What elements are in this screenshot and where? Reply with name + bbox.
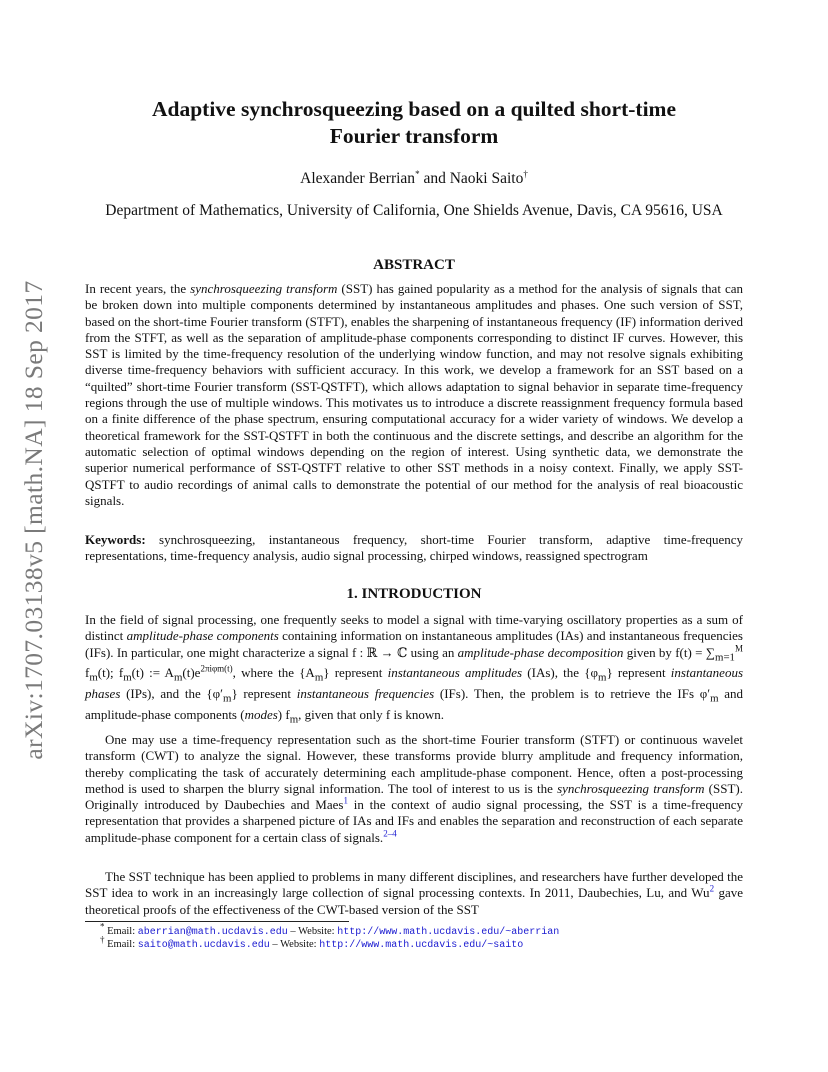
text: (IFs). Then, the problem is to retrieve the IFs φ′ (434, 686, 711, 702)
author-1: Alexander Berrian (300, 170, 416, 187)
math-sub: m (314, 672, 324, 685)
arxiv-sidebar-stamp (14, 270, 54, 770)
abstract-body (85, 281, 743, 509)
math: (t); f (97, 665, 124, 681)
term: instantaneous amplitudes (387, 665, 523, 681)
text: (IAs), the {φ (522, 665, 599, 681)
abstract-text: (SST) has gained popularity as a method for the analysis of signals that can be broken down into multiple components determined by instantaneous amplitudes and phases. One such version of SST, based on the short-time Fourier transform (STFT), enables the sharpening of instantaneous frequency (IF) information derived from the STFT, as well as the separation of amplitude-phase components corresponding to distinct IF curves. However, this SST is limited by the time-frequency resolution of the underlying window function, and may not resolve signals exhibiting diverse time-frequency behaviors with sufficient accuracy. In this work, we develop a framework for an SST based on a “quilted” short-time Fourier transform (SST-QSTFT), which allows adaptation to signal behavior in separate time-frequency regions through the use of multiple windows. This motivates us to introduce a discrete reassignment frequency formula based on a finite difference of the phase spectrum, ensuring computational accuracy for a wider variety of windows. We develop a theoretical framework for the SST-QSTFT in both the continuous and the discrete settings, and describe an algorithm for the automatic selection of optimal windows depending on the region of interest. Using synthetic data, we demonstrate the superior numerical performance of SST-QSTFT relative to other SST methods in a noisy context. Finally, we apply SST-QSTFT to audio recordings of animal calls to demonstrate the potential of our method for the analysis of real bioacoustic signals. (85, 281, 743, 508)
website-link[interactable]: http://www.math.ucdavis.edu/~aberrian (337, 927, 560, 938)
text: gave theoretical proofs of the effectiveness of the CWT-based version of the SST (85, 885, 743, 917)
math-sub: m (123, 672, 132, 685)
math: f (85, 665, 90, 681)
keywords-text: synchrosqueezing, instantaneous frequency, short-time Fourier transform, adaptive time-frequency representations, time-frequency analysis, audio signal processing, chirped windows, reassigned spectrogram (85, 532, 743, 564)
footnote-mark: * (100, 921, 105, 932)
math: (t)e (182, 665, 201, 681)
keywords (85, 532, 743, 565)
abstract-heading: ABSTRACT (373, 257, 455, 273)
footnote-text: – Website: (287, 926, 338, 937)
footnote-mark: † (100, 934, 105, 945)
term: instantaneous frequencies (296, 686, 435, 702)
math-sub: m (710, 692, 719, 705)
math-sub: m (598, 672, 607, 685)
footnote-text: Email: (107, 939, 138, 950)
email-link[interactable]: aberrian@math.ucdavis.edu (137, 927, 288, 938)
text: (IPs), and the {φ′ (120, 686, 224, 702)
term: modes (244, 707, 278, 723)
title-line-2: Fourier transform (329, 124, 499, 148)
authors (84, 170, 744, 188)
math-sub: m (173, 672, 183, 685)
email-link[interactable]: saito@math.ucdavis.edu (137, 940, 270, 951)
math-sup: 2πiφm(t) (200, 664, 233, 675)
math: (t) := A (131, 665, 174, 681)
math: given by f(t) = ∑ (623, 644, 716, 660)
website-link[interactable]: http://www.math.ucdavis.edu/~saito (319, 940, 524, 951)
affiliation: Department of Mathematics, University of California, One Shields Avenue, Davis, CA 95616, USA (105, 202, 723, 219)
text: } represent (606, 665, 671, 681)
text: and amplitude-phase components ( (85, 686, 743, 723)
math-sub: m (89, 672, 98, 685)
math-sub: m (223, 692, 232, 705)
term: synchrosqueezing transform (557, 780, 705, 796)
intro-paragraph-1 (85, 612, 743, 728)
abstract-text: In recent years, the (85, 281, 191, 296)
footnote-text: Email: (107, 926, 138, 937)
term: amplitude-phase components (126, 628, 279, 644)
section-heading: 1. INTRODUCTION (346, 586, 482, 602)
author-conjunction: and (419, 170, 450, 187)
footnote-rule (85, 921, 349, 922)
intro-paragraph-2 (85, 732, 743, 846)
text: One may use a time-frequency representation such as the short-time Fourier transform (STFT) or continuous wavelet transform (CWT) to analyze the signal. However, these transforms provide blurry amplitude and frequency information, thereby complicating the task of accurately determining each amplitude-phase component. Hence, often a post-processing method is used to sharpen the blurry signal information. The tool of interest to us is the (85, 732, 743, 796)
arxiv-id: arXiv:1707.03138v5 [math.NA] 18 Sep 2017 (19, 280, 48, 760)
text: , where the {A (232, 665, 315, 681)
author-2: Naoki Saito (449, 170, 524, 187)
text: ) f (277, 707, 290, 723)
title-line-1: Adaptive synchrosqueezing based on a quilted short-time (151, 97, 676, 121)
text: } represent (323, 665, 388, 681)
author-1-mark: * (415, 168, 420, 179)
citation-link[interactable]: 2–4 (383, 828, 397, 839)
footnote-1 (100, 921, 560, 939)
term: instantaneous phases (85, 665, 744, 702)
paper-title (84, 96, 744, 150)
text: } represent (231, 686, 297, 702)
text: , given that only f is known. (298, 707, 445, 723)
intro-paragraph-3 (85, 869, 743, 918)
footnote-2 (100, 934, 524, 952)
math-sup: M (734, 643, 743, 654)
footnote-text: – Website: (269, 939, 320, 950)
citation-link[interactable]: 1 (343, 795, 348, 806)
text: containing information on instantaneous amplitudes (IAs) and instantaneous frequencies (IFs). In particular, one might characterize a signal f : ℝ → ℂ using an (85, 628, 743, 660)
term: amplitude-phase decomposition (457, 644, 624, 660)
text: In the field of signal processing, one frequently seeks to model a signal with time-varying oscillatory properties as a sum of distinct (85, 612, 743, 644)
text: (SST). Originally introduced by Daubechies and Maes (85, 780, 743, 813)
abstract-term: synchrosqueezing transform (190, 281, 338, 296)
citation-link[interactable]: 2 (709, 883, 715, 894)
text: The SST technique has been applied to problems in many different disciplines, and researchers have further developed the SST idea to work in an increasingly large collection of signal processing contexts. In 2011, Daubechies, Lu, and Wu (85, 869, 743, 901)
author-2-mark: † (523, 168, 528, 179)
keywords-label: Keywords: (85, 532, 146, 547)
math-sub: m=1 (715, 651, 735, 664)
math-sub: m (289, 713, 299, 726)
text: in the context of audio signal processing, the SST is a time-frequency representation that provides a sharpened picture of IAs and IFs and enables the separation and reconstruction of each separate amplitude-phase component for a certain class of signals. (85, 797, 743, 845)
